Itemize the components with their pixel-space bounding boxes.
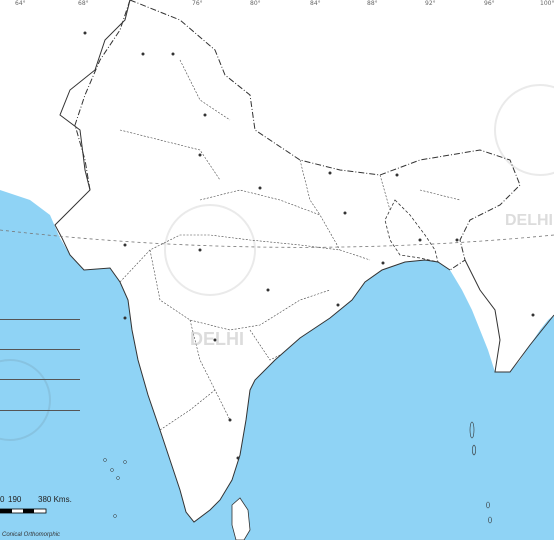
longitude-tick: 92° (425, 0, 436, 7)
projection-label: Conical Orthomorphic (2, 532, 61, 538)
legend-line (0, 349, 80, 350)
legend-line (0, 379, 80, 380)
watermark-text-east: DELHI (505, 212, 553, 229)
scale-label-start: 0 (0, 495, 5, 504)
longitude-tick: 88° (367, 0, 378, 7)
legend-line (0, 410, 80, 411)
longitude-tick: 76° (192, 0, 203, 7)
longitude-tick: 80° (250, 0, 261, 7)
longitude-tick: 84° (310, 0, 321, 7)
scale-label-mid: 190 (8, 495, 22, 504)
longitude-tick: 68° (78, 0, 89, 7)
watermark-text: DELHI (190, 329, 244, 349)
longitude-tick: 64° (15, 0, 26, 7)
scale-label-end: 380 Kms. (38, 495, 72, 504)
scale-bar (0, 509, 46, 513)
legend-line (0, 319, 80, 320)
longitude-tick: 100° (540, 0, 554, 7)
longitude-tick: 96° (484, 0, 495, 7)
